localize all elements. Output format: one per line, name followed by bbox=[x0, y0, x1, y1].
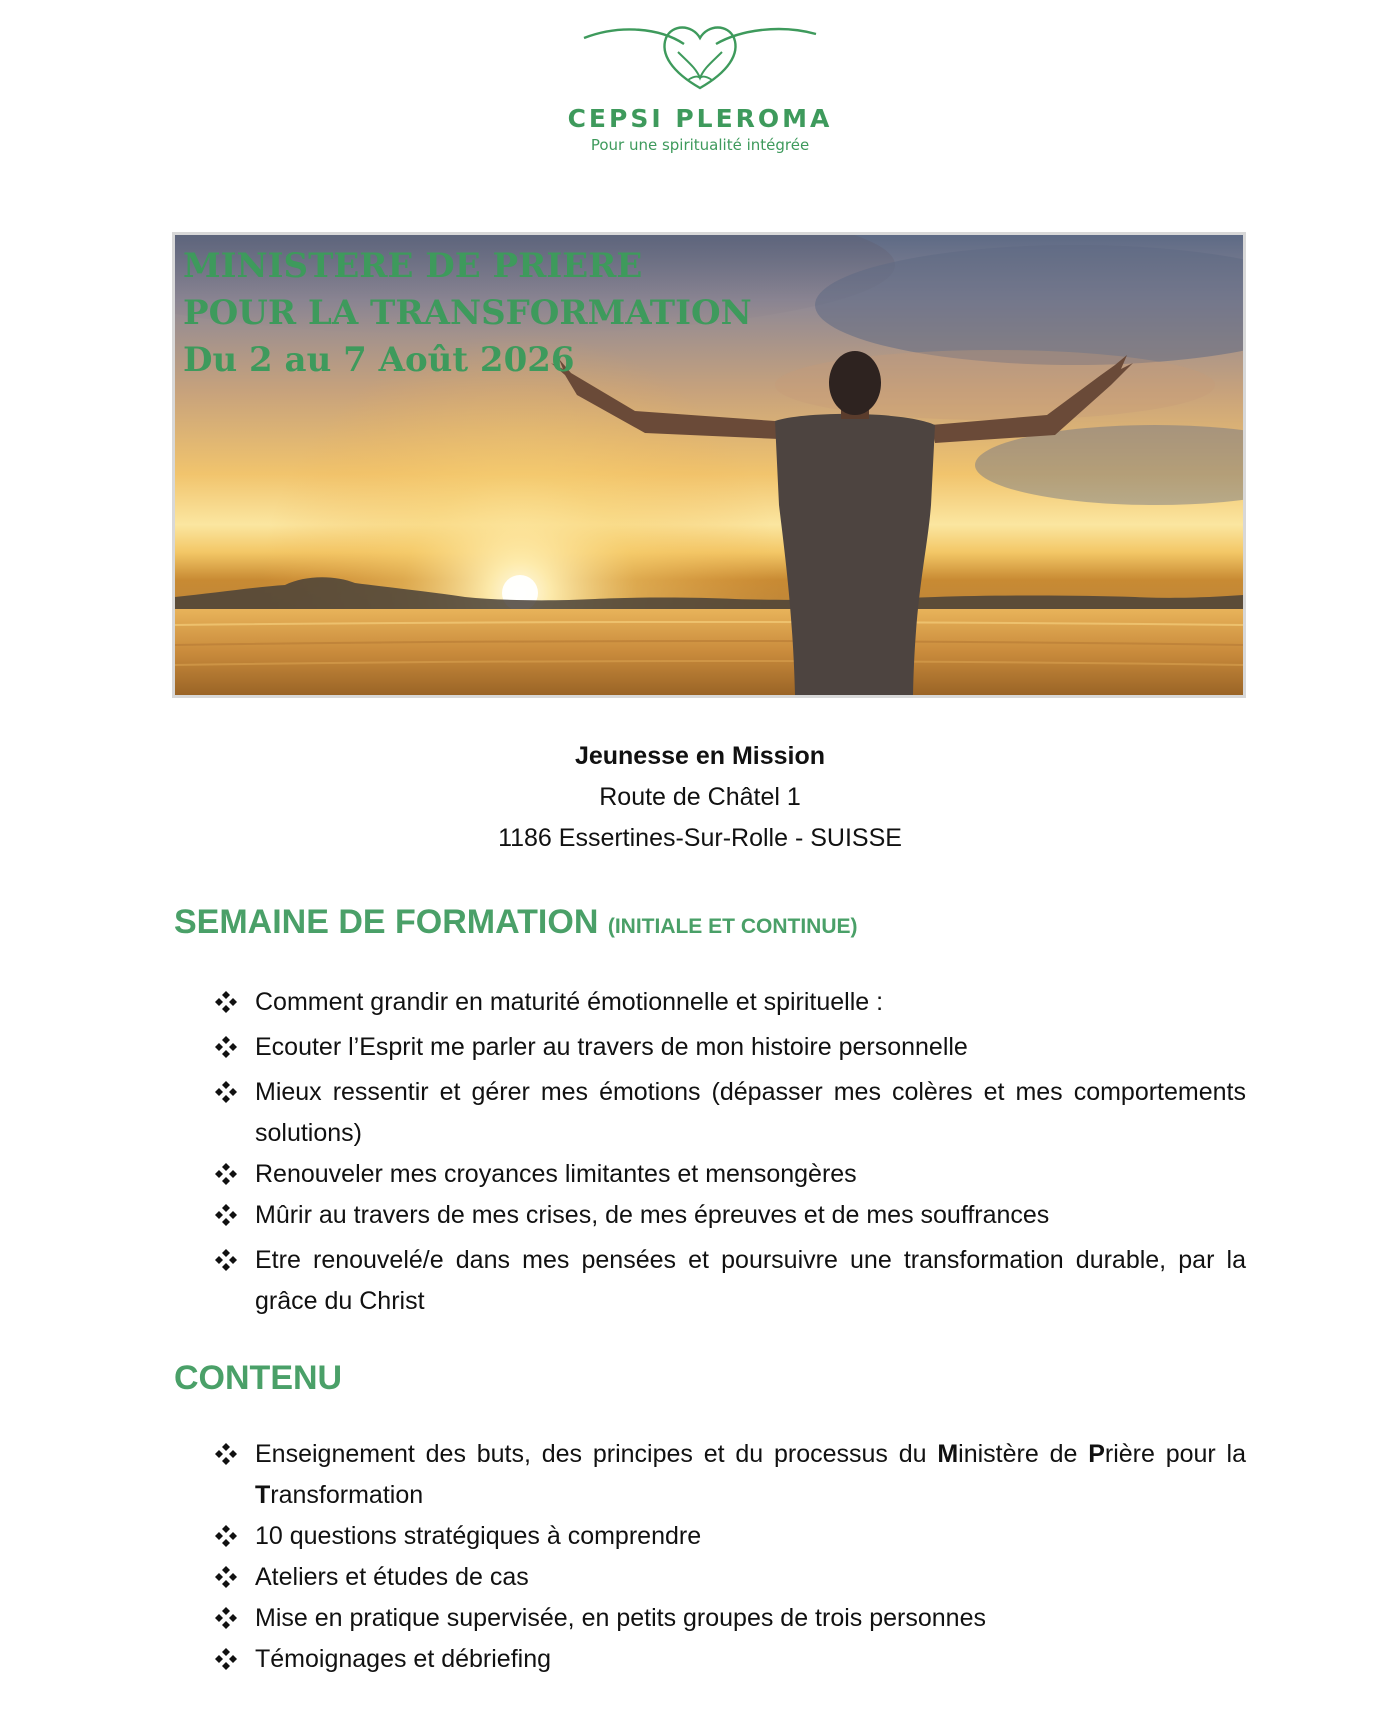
logo-name: CEPSI PLEROMA bbox=[567, 104, 833, 133]
list-item bbox=[214, 982, 1246, 1023]
formation-heading-title: SEMAINE DE FORMATION bbox=[174, 903, 599, 941]
venue-city: 1186 Essertines-Sur-Rolle - SUISSE bbox=[498, 824, 902, 852]
formation-list bbox=[214, 982, 1246, 1322]
list-item-text: Ateliers et études de cas bbox=[255, 1563, 529, 1591]
four-diamond-bullet-icon bbox=[214, 1606, 238, 1630]
hero-banner bbox=[172, 232, 1246, 698]
venue-name: Jeunesse en Mission bbox=[574, 742, 826, 770]
list-item bbox=[214, 1072, 1246, 1154]
list-item-text: Enseignement des buts, des principes et du processus du Ministère de Prière pour la Transformation bbox=[255, 1440, 1246, 1509]
contenu-list bbox=[214, 1434, 1246, 1680]
list-item bbox=[214, 1027, 1246, 1068]
four-diamond-bullet-icon bbox=[214, 1647, 238, 1671]
banner-title-line1: MINISTERE DE PRIERE bbox=[183, 246, 643, 286]
banner-title-line2: POUR LA TRANSFORMATION bbox=[183, 293, 752, 333]
heart-dove-icon bbox=[580, 18, 820, 96]
list-item-text: Témoignages et débriefing bbox=[255, 1645, 552, 1673]
contenu-heading-title: CONTENU bbox=[174, 1359, 343, 1397]
four-diamond-bullet-icon bbox=[214, 1524, 238, 1548]
list-item bbox=[214, 1639, 1246, 1680]
four-diamond-bullet-icon bbox=[214, 1203, 238, 1227]
list-item bbox=[214, 1195, 1246, 1236]
list-item bbox=[214, 1557, 1246, 1598]
list-item-text: Mieux ressentir et gérer mes émotions (dépasser mes colères et mes comportements solutions) bbox=[255, 1078, 1246, 1147]
banner-dates: Du 2 au 7 Août 2026 bbox=[183, 340, 575, 380]
four-diamond-bullet-icon bbox=[214, 1080, 238, 1104]
four-diamond-bullet-icon bbox=[214, 1248, 238, 1272]
list-item-text: 10 questions stratégiques à comprendre bbox=[255, 1522, 702, 1550]
venue-address bbox=[0, 736, 1400, 859]
four-diamond-bullet-icon bbox=[214, 1162, 238, 1186]
logo bbox=[0, 18, 1400, 155]
list-item bbox=[214, 1240, 1246, 1322]
list-item-text: Ecouter l’Esprit me parler au travers de mon histoire personnelle bbox=[255, 1033, 968, 1061]
list-item-text: Mise en pratique supervisée, en petits groupes de trois personnes bbox=[255, 1604, 986, 1632]
list-item-text: Renouveler mes croyances limitantes et mensongères bbox=[255, 1160, 857, 1188]
four-diamond-bullet-icon bbox=[214, 1565, 238, 1589]
venue-street: Route de Châtel 1 bbox=[599, 783, 801, 811]
four-diamond-bullet-icon bbox=[214, 990, 238, 1014]
banner-title bbox=[183, 243, 752, 384]
list-item bbox=[214, 1516, 1246, 1557]
formation-heading bbox=[174, 902, 857, 947]
contenu-heading bbox=[174, 1358, 342, 1398]
list-item bbox=[214, 1598, 1246, 1639]
list-item-text: Etre renouvelé/e dans mes pensées et poursuivre une transformation durable, par la grâce du Christ bbox=[255, 1246, 1246, 1315]
list-item bbox=[214, 1154, 1246, 1195]
four-diamond-bullet-icon bbox=[214, 1442, 238, 1466]
list-item-text: Comment grandir en maturité émotionnelle et spirituelle : bbox=[255, 988, 884, 1016]
four-diamond-bullet-icon bbox=[214, 1035, 238, 1059]
formation-heading-sub: (INITIALE ET CONTINUE) bbox=[607, 915, 858, 938]
list-item-text: Mûrir au travers de mes crises, de mes épreuves et de mes souffrances bbox=[255, 1201, 1050, 1229]
logo-tagline: Pour une spiritualité intégrée bbox=[590, 136, 810, 154]
list-item bbox=[214, 1434, 1246, 1516]
